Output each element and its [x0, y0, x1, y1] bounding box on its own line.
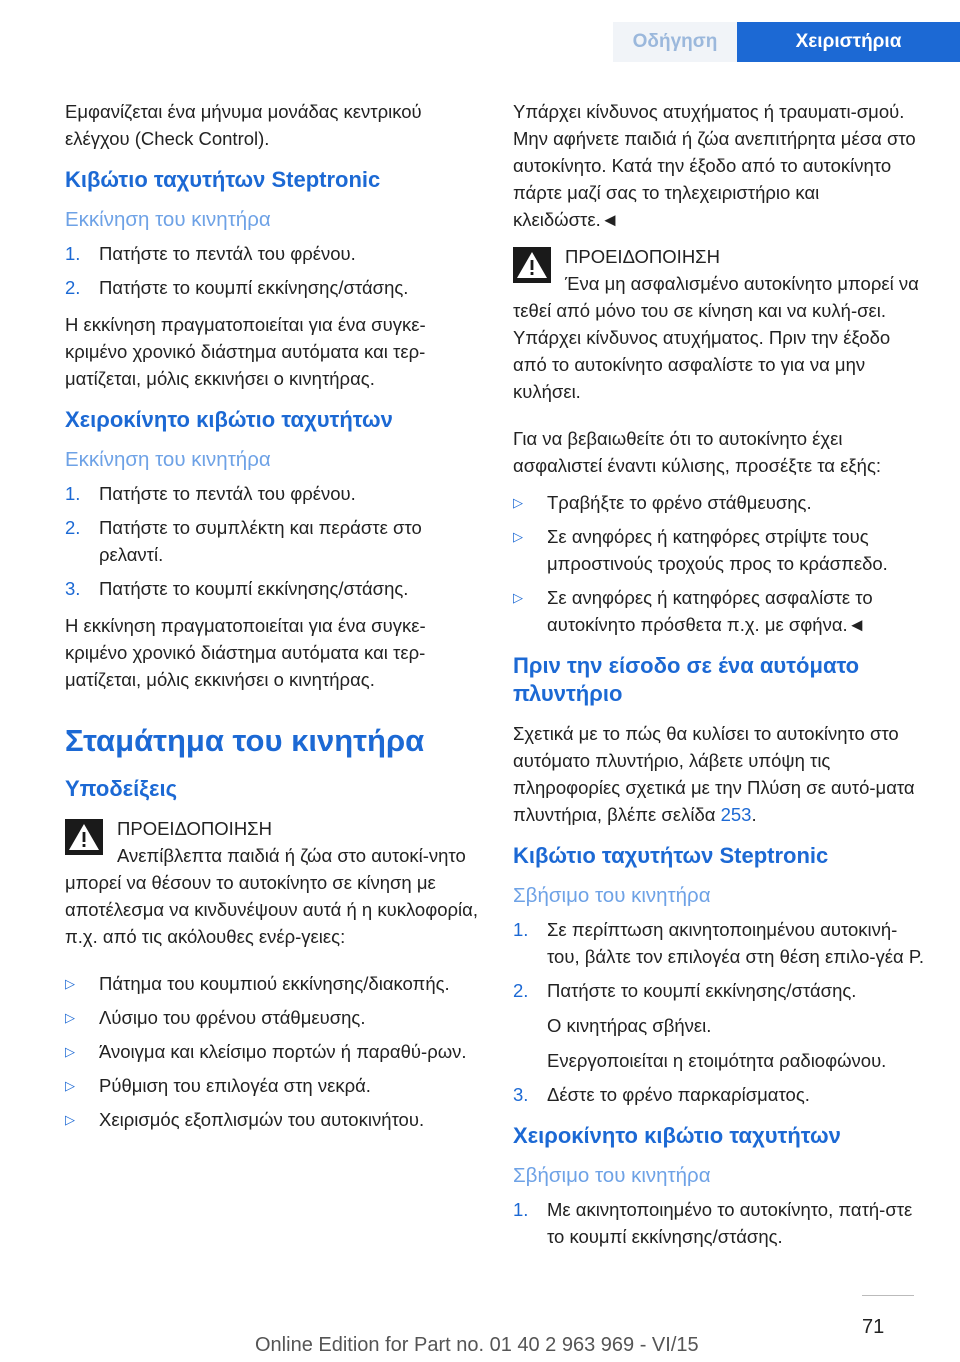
car-wash-text: Σχετικά με το πώς θα κυλίσει το αυτοκίνητο στο αυτόματο πλυντήριο, λάβετε υπόψη τις πληροφορίες σχετικά με την Πλύση σε αυτό-ματα πλυντήρια, βλέπε σελίδα 253. — [513, 723, 915, 825]
step-text: Πατήστε το κουμπί εκκίνησης/στάσης. — [99, 277, 409, 298]
step-number: 1. — [65, 243, 81, 264]
steps-list — [65, 480, 480, 602]
tab-chapter-controls: Χειριστήρια — [737, 22, 960, 62]
start-description: Η εκκίνηση πραγματοποιείται για ένα συγκε-κριμένο χρονικό διάστημα αυτόματα και τερ-ματίζεται, μόλις εκκινήσει ο κινητήρας. — [65, 314, 426, 389]
page-header — [0, 0, 960, 62]
step-text: Δέστε το φρένο παρκαρίσματος. — [547, 1084, 810, 1105]
triangle-bullet-icon: ▷ — [513, 590, 523, 605]
step-text: Πατήστε το πεντάλ του φρένου. — [99, 483, 356, 504]
heading-steptronic: Κιβώτιο ταχυτήτων Steptronic — [65, 167, 381, 192]
triangle-bullet-icon: ▷ — [65, 976, 75, 991]
warning-text: Ένα μη ασφαλισμένο αυτοκίνητο μπορεί να τεθεί από μόνο του σε κίνηση και να κυλή-σει. Υπάρχει κίνδυνος ατυχήματος. Πριν την έξοδο από το αυτοκίνητο ασφαλίστε το για να μην κυλήσει. — [513, 273, 919, 402]
heading-engine-stop: Σταμάτημα του κινητήρα — [65, 723, 425, 758]
list-item — [65, 240, 480, 267]
list-item — [65, 575, 480, 602]
list-item — [65, 274, 480, 301]
left-column — [65, 98, 480, 1143]
warning-icon — [65, 819, 103, 855]
list-item: ▷ Ρύθμιση του επιλογέα στη νεκρά. — [65, 1072, 480, 1099]
step-text: Πατήστε το κουμπί εκκίνησης/στάσης. Ο κινητήρας σβήνει. Ενεργοποιείται η ετοιμότητα ραδιοφώνου. — [547, 977, 926, 1074]
list-item — [513, 977, 926, 1074]
steps-list — [513, 916, 926, 1108]
list-item: ▷ Άνοιγμα και κλείσιμο πορτών ή παραθύ-ρων. — [65, 1038, 480, 1065]
heading-steptronic: Κιβώτιο ταχυτήτων Steptronic — [513, 843, 829, 868]
footer-divider — [862, 1295, 914, 1296]
bullet-list — [65, 970, 480, 1133]
triangle-bullet-icon: ▷ — [65, 1112, 75, 1127]
heading-notes: Υποδείξεις — [65, 776, 178, 801]
warning-icon — [513, 247, 551, 283]
triangle-bullet-icon: ▷ — [65, 1010, 75, 1025]
heading-engine-off: Σβήσιμο του κινητήρα — [513, 1164, 711, 1187]
step-number: 1. — [65, 483, 81, 504]
list-item — [65, 480, 480, 507]
warning-box — [65, 815, 480, 960]
warning-box — [513, 243, 926, 415]
step-text: Πατήστε το πεντάλ του φρένου. — [99, 243, 356, 264]
list-item — [513, 916, 926, 970]
steps-list — [513, 1196, 926, 1250]
heading-car-wash: Πριν την είσοδο σε ένα αυτόματο πλυντήριο — [513, 653, 860, 706]
list-item — [513, 1196, 926, 1250]
list-item: ▷ Σε ανηφόρες ή κατηφόρες ασφαλίστε το αυτοκίνητο πρόσθετα π.χ. με σφήνα.◄ — [513, 584, 926, 638]
step-text: Με ακινητοποιημένο το αυτοκίνητο, πατή-στε το κουμπί εκκίνησης/στάσης. — [547, 1199, 913, 1247]
steps-list — [65, 240, 480, 301]
heading-engine-start: Εκκίνηση του κινητήρα — [65, 448, 271, 471]
step-number: 2. — [513, 980, 529, 1001]
list-item: ▷ Λύσιμο του φρένου στάθμευσης. — [65, 1004, 480, 1031]
list-item: ▷ Τραβήξτε το φρένο στάθμευσης. — [513, 489, 926, 516]
list-item — [65, 514, 480, 568]
step-number: 2. — [65, 517, 81, 538]
bullet-list — [513, 489, 926, 638]
triangle-bullet-icon: ▷ — [65, 1078, 75, 1093]
edition-footer: Online Edition for Part no. 01 40 2 963 969 - VI/15 — [255, 1334, 699, 1356]
heading-manual-gearbox: Χειροκίνητο κιβώτιο ταχυτήτων — [513, 1123, 841, 1148]
tab-section-driving: Οδήγηση — [613, 22, 737, 62]
step-text: Πατήστε το συμπλέκτη και περάστε στο ρελαντί. — [99, 517, 422, 565]
warning-text: Ανεπίβλεπτα παιδιά ή ζώα στο αυτοκί-νητο μπορεί να θέσουν το αυτοκίνητο σε κίνηση με αποτέλεσμα να κινδυνέψουν αυτά ή η κυκλοφορία, π.χ. από τις ακόλουθες ενέρ-γειες: — [65, 845, 478, 947]
heading-engine-start: Εκκίνηση του κινητήρα — [65, 208, 271, 231]
warning-title: ΠΡΟΕΙΔΟΠΟΙΗΣΗ — [117, 818, 272, 839]
triangle-bullet-icon: ▷ — [65, 1044, 75, 1059]
heading-engine-off: Σβήσιμο του κινητήρα — [513, 884, 711, 907]
step-number: 1. — [513, 1199, 529, 1220]
list-item: ▷ Σε ανηφόρες ή κατηφόρες στρίψτε τους μπροστινούς τροχούς προς το κράσπεδο. — [513, 523, 926, 577]
list-item: ▷ Πάτημα του κουμπιού εκκίνησης/διακοπής. — [65, 970, 480, 997]
right-column — [513, 98, 926, 1260]
step-text: Πατήστε το κουμπί εκκίνησης/στάσης. — [99, 578, 409, 599]
secure-text: Για να βεβαιωθείτε ότι το αυτοκίνητο έχει ασφαλιστεί έναντι κύλισης, προσέξτε τα εξής: — [513, 428, 881, 476]
heading-manual-gearbox: Χειροκίνητο κιβώτιο ταχυτήτων — [65, 407, 393, 432]
step-number: 3. — [513, 1084, 529, 1105]
warning-title: ΠΡΟΕΙΔΟΠΟΙΗΣΗ — [565, 246, 720, 267]
list-item — [513, 1081, 926, 1108]
step-result: Ενεργοποιείται η ετοιμότητα ραδιοφώνου. — [547, 1050, 887, 1071]
triangle-bullet-icon: ▷ — [513, 529, 523, 544]
start-description: Η εκκίνηση πραγματοποιείται για ένα συγκε-κριμένο χρονικό διάστημα αυτόματα και τερ-ματίζεται, μόλις εκκινήσει ο κινητήρας. — [65, 615, 426, 690]
page-reference-link[interactable]: 253 — [720, 804, 752, 825]
step-text: Σε περίπτωση ακινητοποιημένου αυτοκινή-του, βάλτε τον επιλογέα στη θέση επιλο-γέα P. — [547, 919, 924, 967]
list-item: ▷ Χειρισμός εξοπλισμών του αυτοκινήτου. — [65, 1106, 480, 1133]
check-control-text: Εμφανίζεται ένα μήνυμα μονάδας κεντρικού ελέγχου (Check Control). — [65, 101, 422, 149]
risk-text: Υπάρχει κίνδυνος ατυχήματος ή τραυματι-σμού. Μην αφήνετε παιδιά ή ζώα ανεπιτήρητα μέσα στο αυτοκίνητο. Κατά την έξοδο από το αυτοκίνητο πάρτε μαζί σας το τηλεχειριστήριο και κλειδώστε.◄ — [513, 101, 916, 230]
triangle-bullet-icon: ▷ — [513, 495, 523, 510]
step-number: 1. — [513, 919, 529, 940]
step-number: 2. — [65, 277, 81, 298]
step-result: Ο κινητήρας σβήνει. — [547, 1015, 712, 1036]
step-number: 3. — [65, 578, 81, 599]
page-number: 71 — [862, 1316, 885, 1338]
